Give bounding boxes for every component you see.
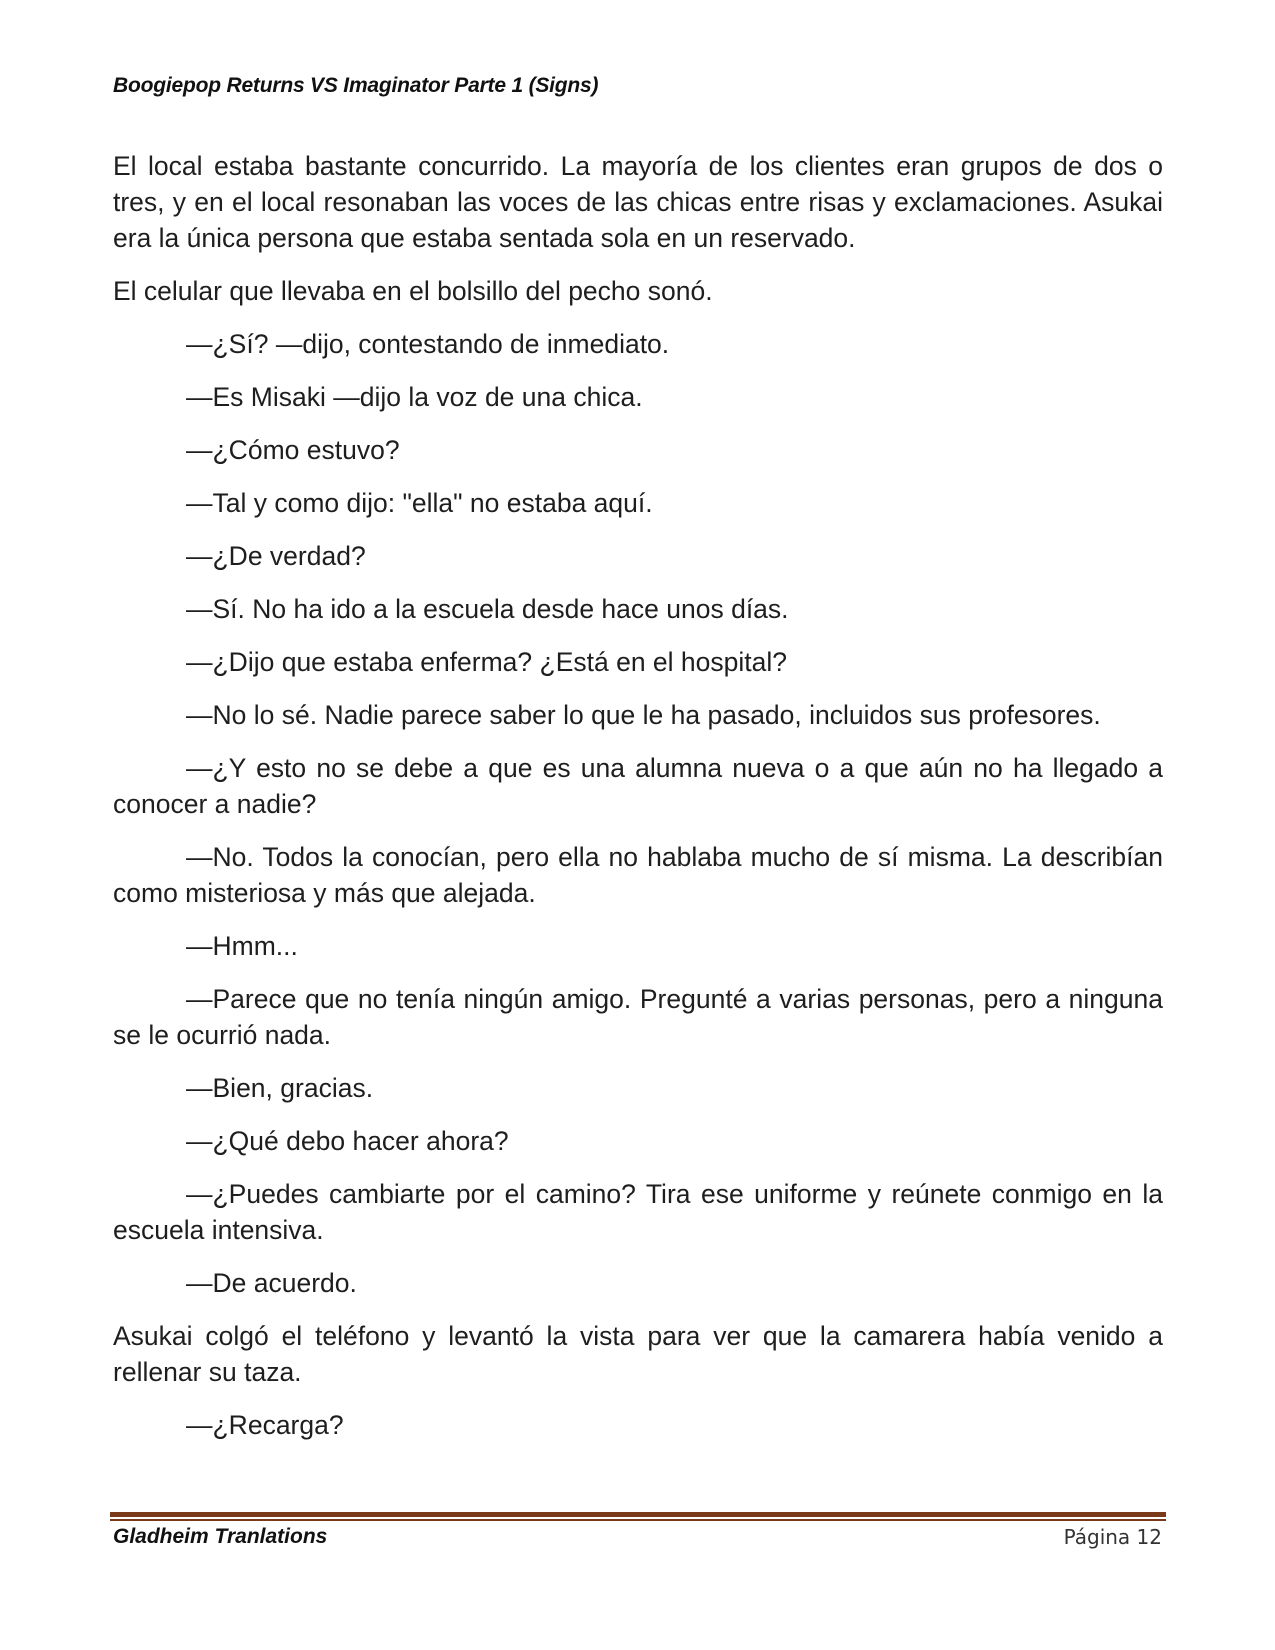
running-header: Boogiepop Returns VS Imaginator Parte 1 (Signs) [113, 74, 599, 97]
dialog-line: —No. Todos la conocían, pero ella no hablaba mucho de sí misma. La describían como misteriosa y más que alejada. [113, 842, 1163, 908]
paragraph: El celular que llevaba en el bolsillo del pecho sonó. [113, 276, 713, 306]
page-body [113, 148, 1163, 1460]
dialog-line: —Sí. No ha ido a la escuela desde hace unos días. [186, 594, 789, 624]
footer-credit: Gladheim Tranlations [113, 1525, 328, 1548]
dialog-line: —No lo sé. Nadie parece saber lo que le ha pasado, incluidos sus profesores. [186, 700, 1101, 730]
dialog-line: —¿Sí? —dijo, contestando de inmediato. [186, 329, 670, 359]
dialog-line: —Es Misaki —dijo la voz de una chica. [186, 382, 643, 412]
dialog-line: —¿Y esto no se debe a que es una alumna nueva o a que aún no ha llegado a conocer a nadie? [113, 753, 1163, 819]
page-number [1064, 1525, 1162, 1549]
dialog-line: —Tal y como dijo: "ella" no estaba aquí. [186, 488, 653, 518]
page-number-value: 12 [1136, 1525, 1162, 1549]
dialog-line: —¿Recarga? [186, 1410, 344, 1440]
dialog-line: —¿Qué debo hacer ahora? [186, 1126, 509, 1156]
dialog-line: —¿Cómo estuvo? [186, 435, 400, 465]
dialog-line: —Bien, gracias. [186, 1073, 374, 1103]
footer-rule-thick [110, 1512, 1166, 1517]
paragraph: El local estaba bastante concurrido. La mayoría de los clientes eran grupos de dos o tres, y en el local resonaban las voces de las chicas entre risas y exclamaciones. Asukai era la única persona que estaba sentada sola en un reservado. [113, 151, 1163, 253]
dialog-line: —Parece que no tenía ningún amigo. Pregunté a varias personas, pero a ninguna se le ocurrió nada. [113, 984, 1163, 1050]
paragraph: Asukai colgó el teléfono y levantó la vista para ver que la camarera había venido a rellenar su taza. [113, 1321, 1163, 1387]
dialog-line: —¿Dijo que estaba enferma? ¿Está en el hospital? [186, 647, 787, 677]
dialog-line: —De acuerdo. [186, 1268, 357, 1298]
page-label: Página [1063, 1525, 1131, 1549]
footer-rule-thin [110, 1519, 1166, 1521]
dialog-line: —Hmm... [186, 931, 298, 961]
dialog-line: —¿Puedes cambiarte por el camino? Tira ese uniforme y reúnete conmigo en la escuela intensiva. [113, 1179, 1163, 1245]
dialog-line: —¿De verdad? [186, 541, 366, 571]
